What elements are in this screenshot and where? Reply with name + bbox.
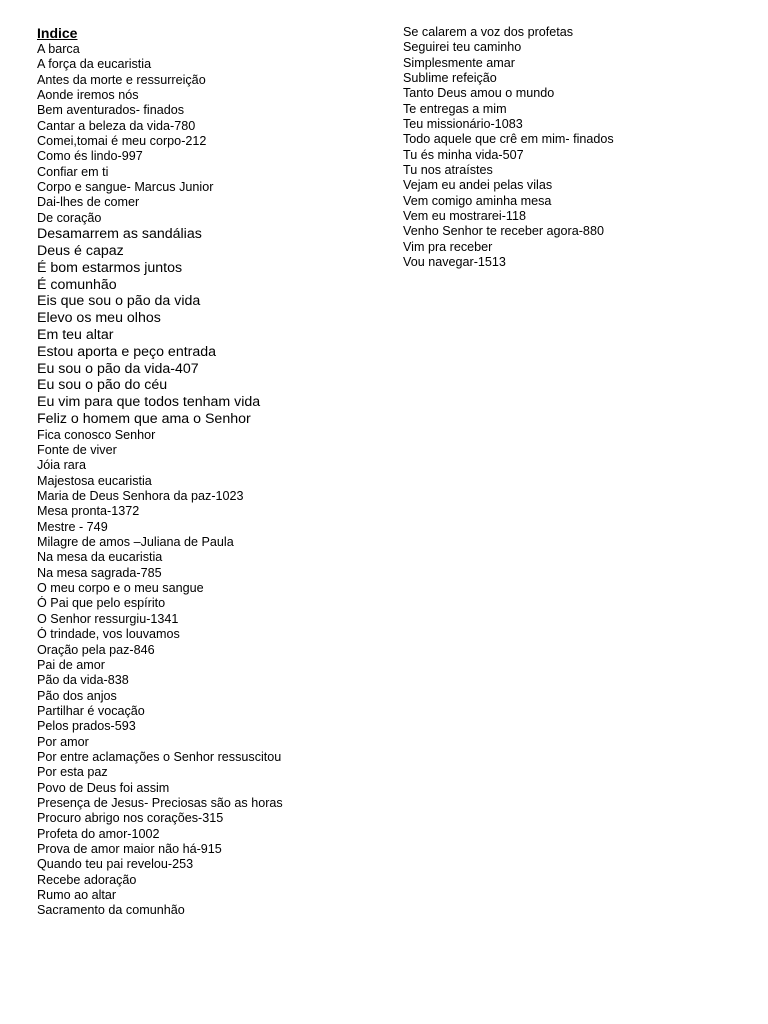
left-song-list (37, 42, 387, 919)
song-entry: Te entregas a mim (403, 101, 507, 116)
song-entry: Desamarrem as sandálias (37, 226, 202, 243)
song-entry: Comei,tomai é meu corpo-212 (37, 134, 207, 149)
song-entry: Se calarem a voz dos profetas (403, 25, 574, 39)
song-entry: Rumo ao altar (37, 888, 117, 902)
song-entry: Vem comigo aminha mesa (403, 193, 552, 208)
song-entry: Sacramento da comunhão (37, 903, 185, 918)
song-entry: Simplesmente amar (403, 55, 515, 70)
song-entry: De coração (37, 210, 102, 225)
song-entry: Pão dos anjos (37, 688, 117, 703)
song-entry: Milagre de amos –Juliana de Paula (37, 535, 234, 550)
song-entry: Aonde iremos nós (37, 88, 139, 103)
song-entry: Vem eu mostrarei-118 (403, 209, 526, 224)
song-entry: Quando teu pai revelou-253 (37, 857, 194, 872)
song-entry: Vim pra receber (403, 239, 493, 254)
song-entry: Fica conosco Senhor (37, 427, 156, 442)
song-entry: Pão da vida-838 (37, 673, 129, 688)
song-entry: A barca (37, 42, 80, 56)
song-entry: Pai de amor (37, 657, 105, 672)
song-entry: Mestre - 749 (37, 519, 108, 534)
song-entry: Em teu altar (37, 326, 114, 343)
song-entry: Por entre aclamações o Senhor ressuscitou (37, 749, 282, 764)
song-entry: Procuro abrigo nos corações-315 (37, 811, 224, 826)
song-entry: Presença de Jesus- Preciosas são as horas (37, 795, 283, 810)
song-entry: É comunhão (37, 276, 117, 293)
song-entry: O meu corpo e o meu sangue (37, 581, 204, 596)
song-entry: É bom estarmos juntos (37, 259, 183, 276)
song-entry: Por esta paz (37, 765, 108, 780)
song-entry: Oração pela paz-846 (37, 642, 155, 657)
song-entry: Fonte de viver (37, 443, 117, 458)
song-entry: Ó Pai que pelo espírito (37, 596, 166, 611)
song-entry: Maria de Deus Senhora da paz-1023 (37, 489, 244, 504)
song-entry: Povo de Deus foi assim (37, 780, 170, 795)
song-entry: Cantar a beleza da vida-780 (37, 118, 196, 133)
song-entry: Jóia rara (37, 458, 86, 473)
song-entry: O Senhor ressurgiu-1341 (37, 611, 179, 626)
song-entry: Eu vim para que todos tenham vida (37, 394, 261, 411)
song-entry: Seguirei teu caminho (403, 40, 522, 55)
song-entry: Eis que sou o pão da vida (37, 293, 201, 310)
song-entry: Recebe adoração (37, 872, 137, 887)
song-entry: Prova de amor maior não há-915 (37, 841, 222, 856)
song-entry: Sublime refeição (403, 71, 497, 86)
song-entry: Tu nos atraístes (403, 163, 493, 178)
song-entry: Deus é capaz (37, 242, 124, 259)
song-entry: Elevo os meu olhos (37, 310, 161, 327)
song-entry: Por amor (37, 734, 89, 749)
song-entry: Partilhar é vocação (37, 703, 145, 718)
song-entry: Como és lindo-997 (37, 149, 143, 164)
song-entry: Antes da morte e ressurreição (37, 72, 206, 87)
song-entry: Feliz o homem que ama o Senhor (37, 410, 251, 427)
song-entry: Na mesa da eucaristia (37, 550, 163, 565)
index-right-column (403, 25, 748, 271)
index-title: Indice (37, 25, 78, 41)
song-entry: Confiar em ti (37, 164, 109, 179)
song-entry: Teu missionário-1083 (403, 117, 523, 132)
song-entry: Venho Senhor te receber agora-880 (403, 224, 604, 239)
song-entry: Todo aquele que crê em mim- finados (403, 132, 614, 147)
song-entry: Vejam eu andei pelas vilas (403, 178, 553, 193)
song-entry: Tu és minha vida-507 (403, 147, 524, 162)
song-entry: Dai-lhes de comer (37, 195, 140, 210)
song-entry: Eu sou o pão da vida-407 (37, 360, 199, 377)
song-entry: Estou aporta e peço entrada (37, 343, 217, 360)
song-entry: Corpo e sangue- Marcus Junior (37, 180, 214, 195)
song-entry: Pelos prados-593 (37, 719, 136, 734)
song-entry: Bem aventurados- finados (37, 103, 185, 118)
song-entry: Ó trindade, vos louvamos (37, 627, 180, 642)
song-entry: Tanto Deus amou o mundo (403, 86, 555, 101)
index-left-column (37, 25, 387, 919)
song-entry: Eu sou o pão do céu (37, 377, 168, 394)
song-entry: Vou navegar-1513 (403, 255, 506, 270)
song-entry: A força da eucaristia (37, 57, 152, 72)
right-song-list (403, 25, 748, 271)
song-entry: Na mesa sagrada-785 (37, 565, 162, 580)
song-entry: Mesa pronta-1372 (37, 504, 140, 519)
song-entry: Profeta do amor-1002 (37, 826, 160, 841)
song-entry: Majestosa eucaristia (37, 473, 152, 488)
